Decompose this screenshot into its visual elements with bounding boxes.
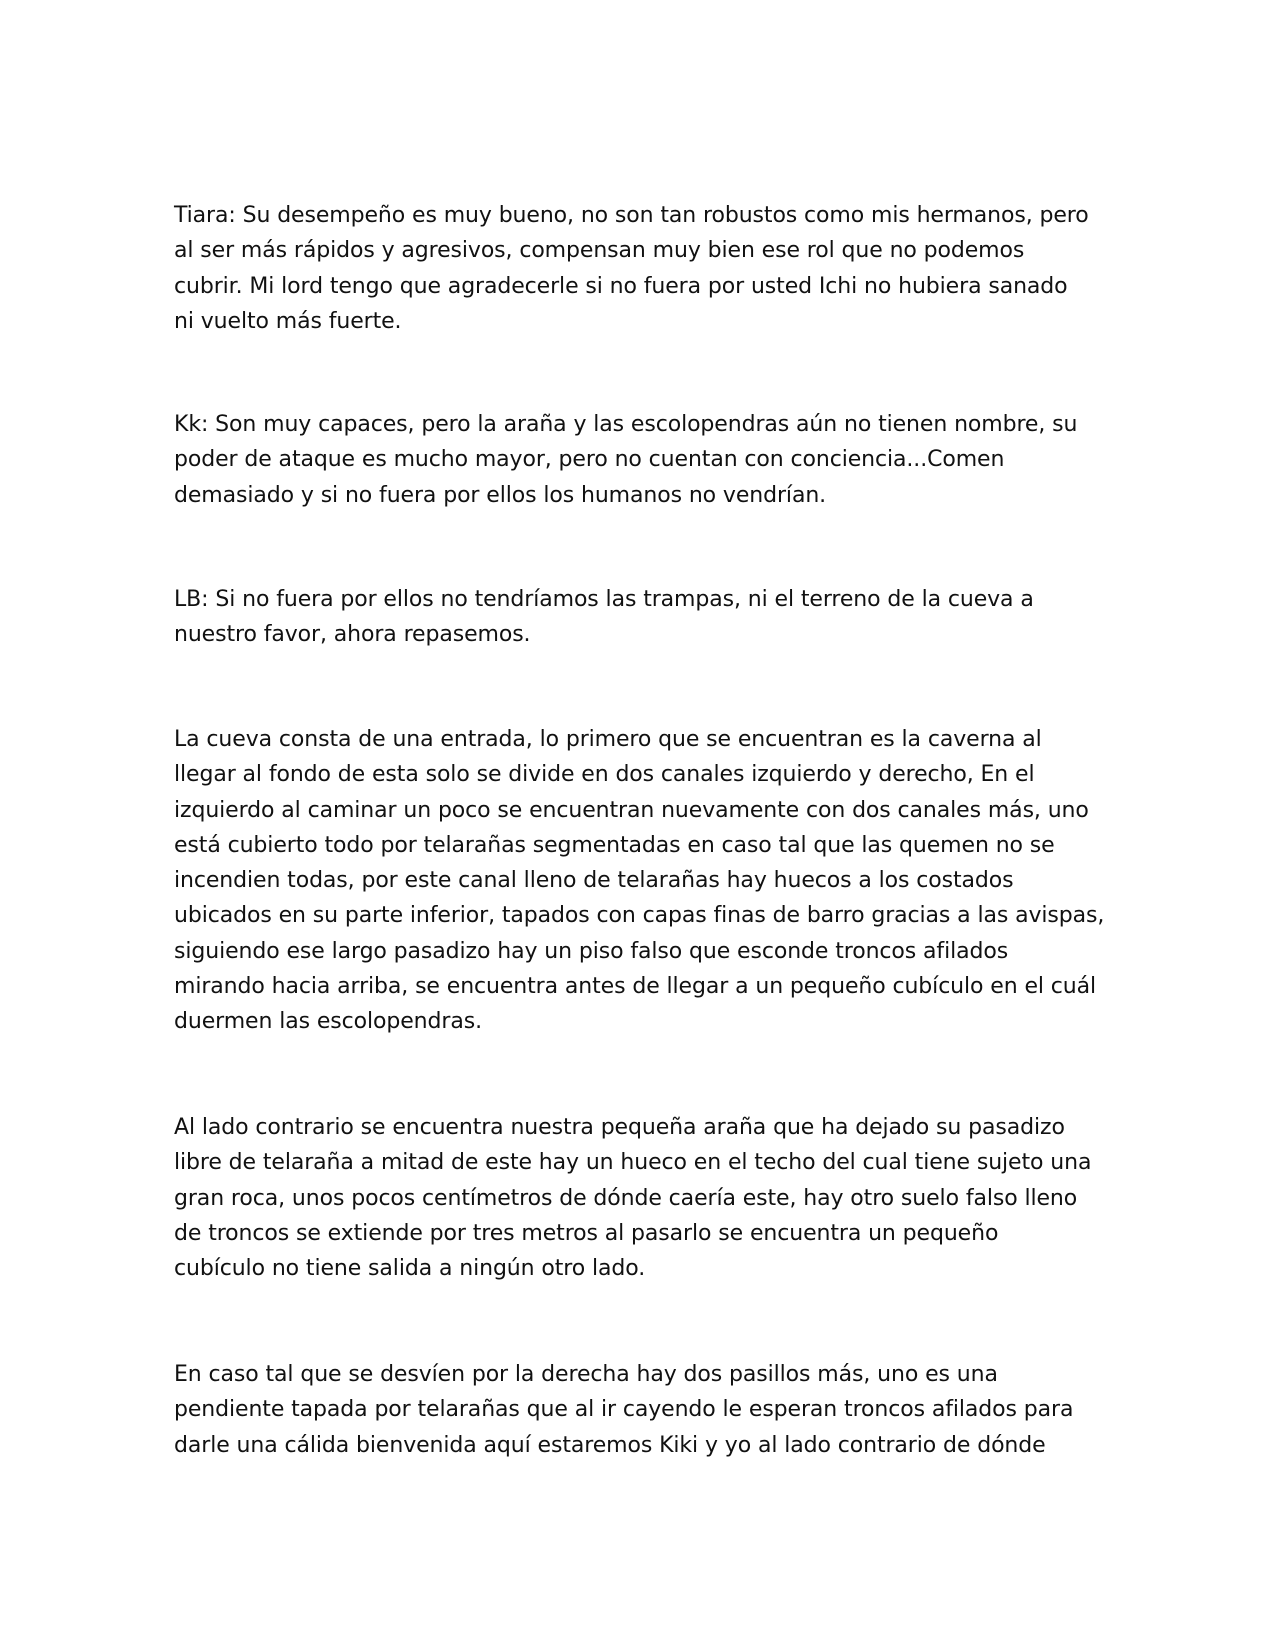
paragraph-tiara [174, 198, 1104, 339]
text-line: gran roca, unos pocos centímetros de dónde caería este, hay otro suelo falso lleno [174, 1185, 1078, 1211]
text-line: izquierdo al caminar un poco se encuentran nuevamente con dos canales más, uno [174, 797, 1089, 823]
paragraph-cave-left [174, 722, 1104, 1040]
paragraph-lb [174, 582, 1104, 653]
text-line: poder de ataque es mucho mayor, pero no cuentan con conciencia...Comen [174, 447, 1005, 473]
text-line: de troncos se extiende por tres metros al pasarlo se encuentra un pequeño [174, 1220, 999, 1246]
text-line: incendien todas, por este canal lleno de telarañas hay huecos a los costados [174, 868, 1014, 894]
text-line: La cueva consta de una entrada, lo primero que se encuentran es la caverna al [174, 727, 1042, 752]
text-line: cubículo no tiene salida a ningún otro lado. [174, 1256, 646, 1282]
text-line: demasiado y si no fuera por ellos los humanos no vendrían. [174, 482, 827, 508]
text-line: Kk: Son muy capaces, pero la araña y las escolopendras aún no tienen nombre, su [174, 412, 1078, 437]
text-line: siguiendo ese largo pasadizo hay un piso falso que esconde troncos afilados [174, 938, 1009, 964]
text-line: al ser más rápidos y agresivos, compensan muy bien ese rol que no podemos [174, 238, 1025, 264]
paragraph-kk [174, 407, 1104, 513]
paragraph-right-path [174, 1357, 1104, 1463]
text-line: En caso tal que se desvíen por la derecha hay dos pasillos más, uno es una [174, 1362, 998, 1387]
text-line: nuestro favor, ahora repasemos. [174, 622, 531, 648]
text-line: cubrir. Mi lord tengo que agradecerle si no fuera por usted Ichi no hubiera sanado [174, 273, 1068, 299]
text-line: libre de telaraña a mitad de este hay un hueco en el techo del cual tiene sujeto una [174, 1150, 1092, 1176]
text-line: Al lado contrario se encuentra nuestra pequeña araña que ha dejado su pasadizo [174, 1115, 1065, 1140]
text-line: LB: Si no fuera por ellos no tendríamos las trampas, ni el terreno de la cueva a [174, 587, 1034, 612]
paragraph-spider-passage [174, 1110, 1104, 1286]
text-line: duermen las escolopendras. [174, 1009, 482, 1035]
text-line: está cubierto todo por telarañas segmentadas en caso tal que las quemen no se [174, 832, 1055, 858]
text-line: ni vuelto más fuerte. [174, 308, 402, 334]
text-line: darle una cálida bienvenida aquí estaremos Kiki y yo al lado contrario de dónde [174, 1432, 1046, 1458]
text-line: pendiente tapada por telarañas que al ir cayendo le esperan troncos afilados para [174, 1397, 1074, 1423]
text-line: llegar al fondo de esta solo se divide en dos canales izquierdo y derecho, En el [174, 762, 1035, 788]
text-line: mirando hacia arriba, se encuentra antes de llegar a un pequeño cubículo en el cuál [174, 974, 1097, 1000]
text-line: ubicados en su parte inferior, tapados con capas finas de barro gracias a las avispas, [174, 903, 1105, 929]
text-line: Tiara: Su desempeño es muy bueno, no son tan robustos como mis hermanos, pero [174, 203, 1089, 228]
